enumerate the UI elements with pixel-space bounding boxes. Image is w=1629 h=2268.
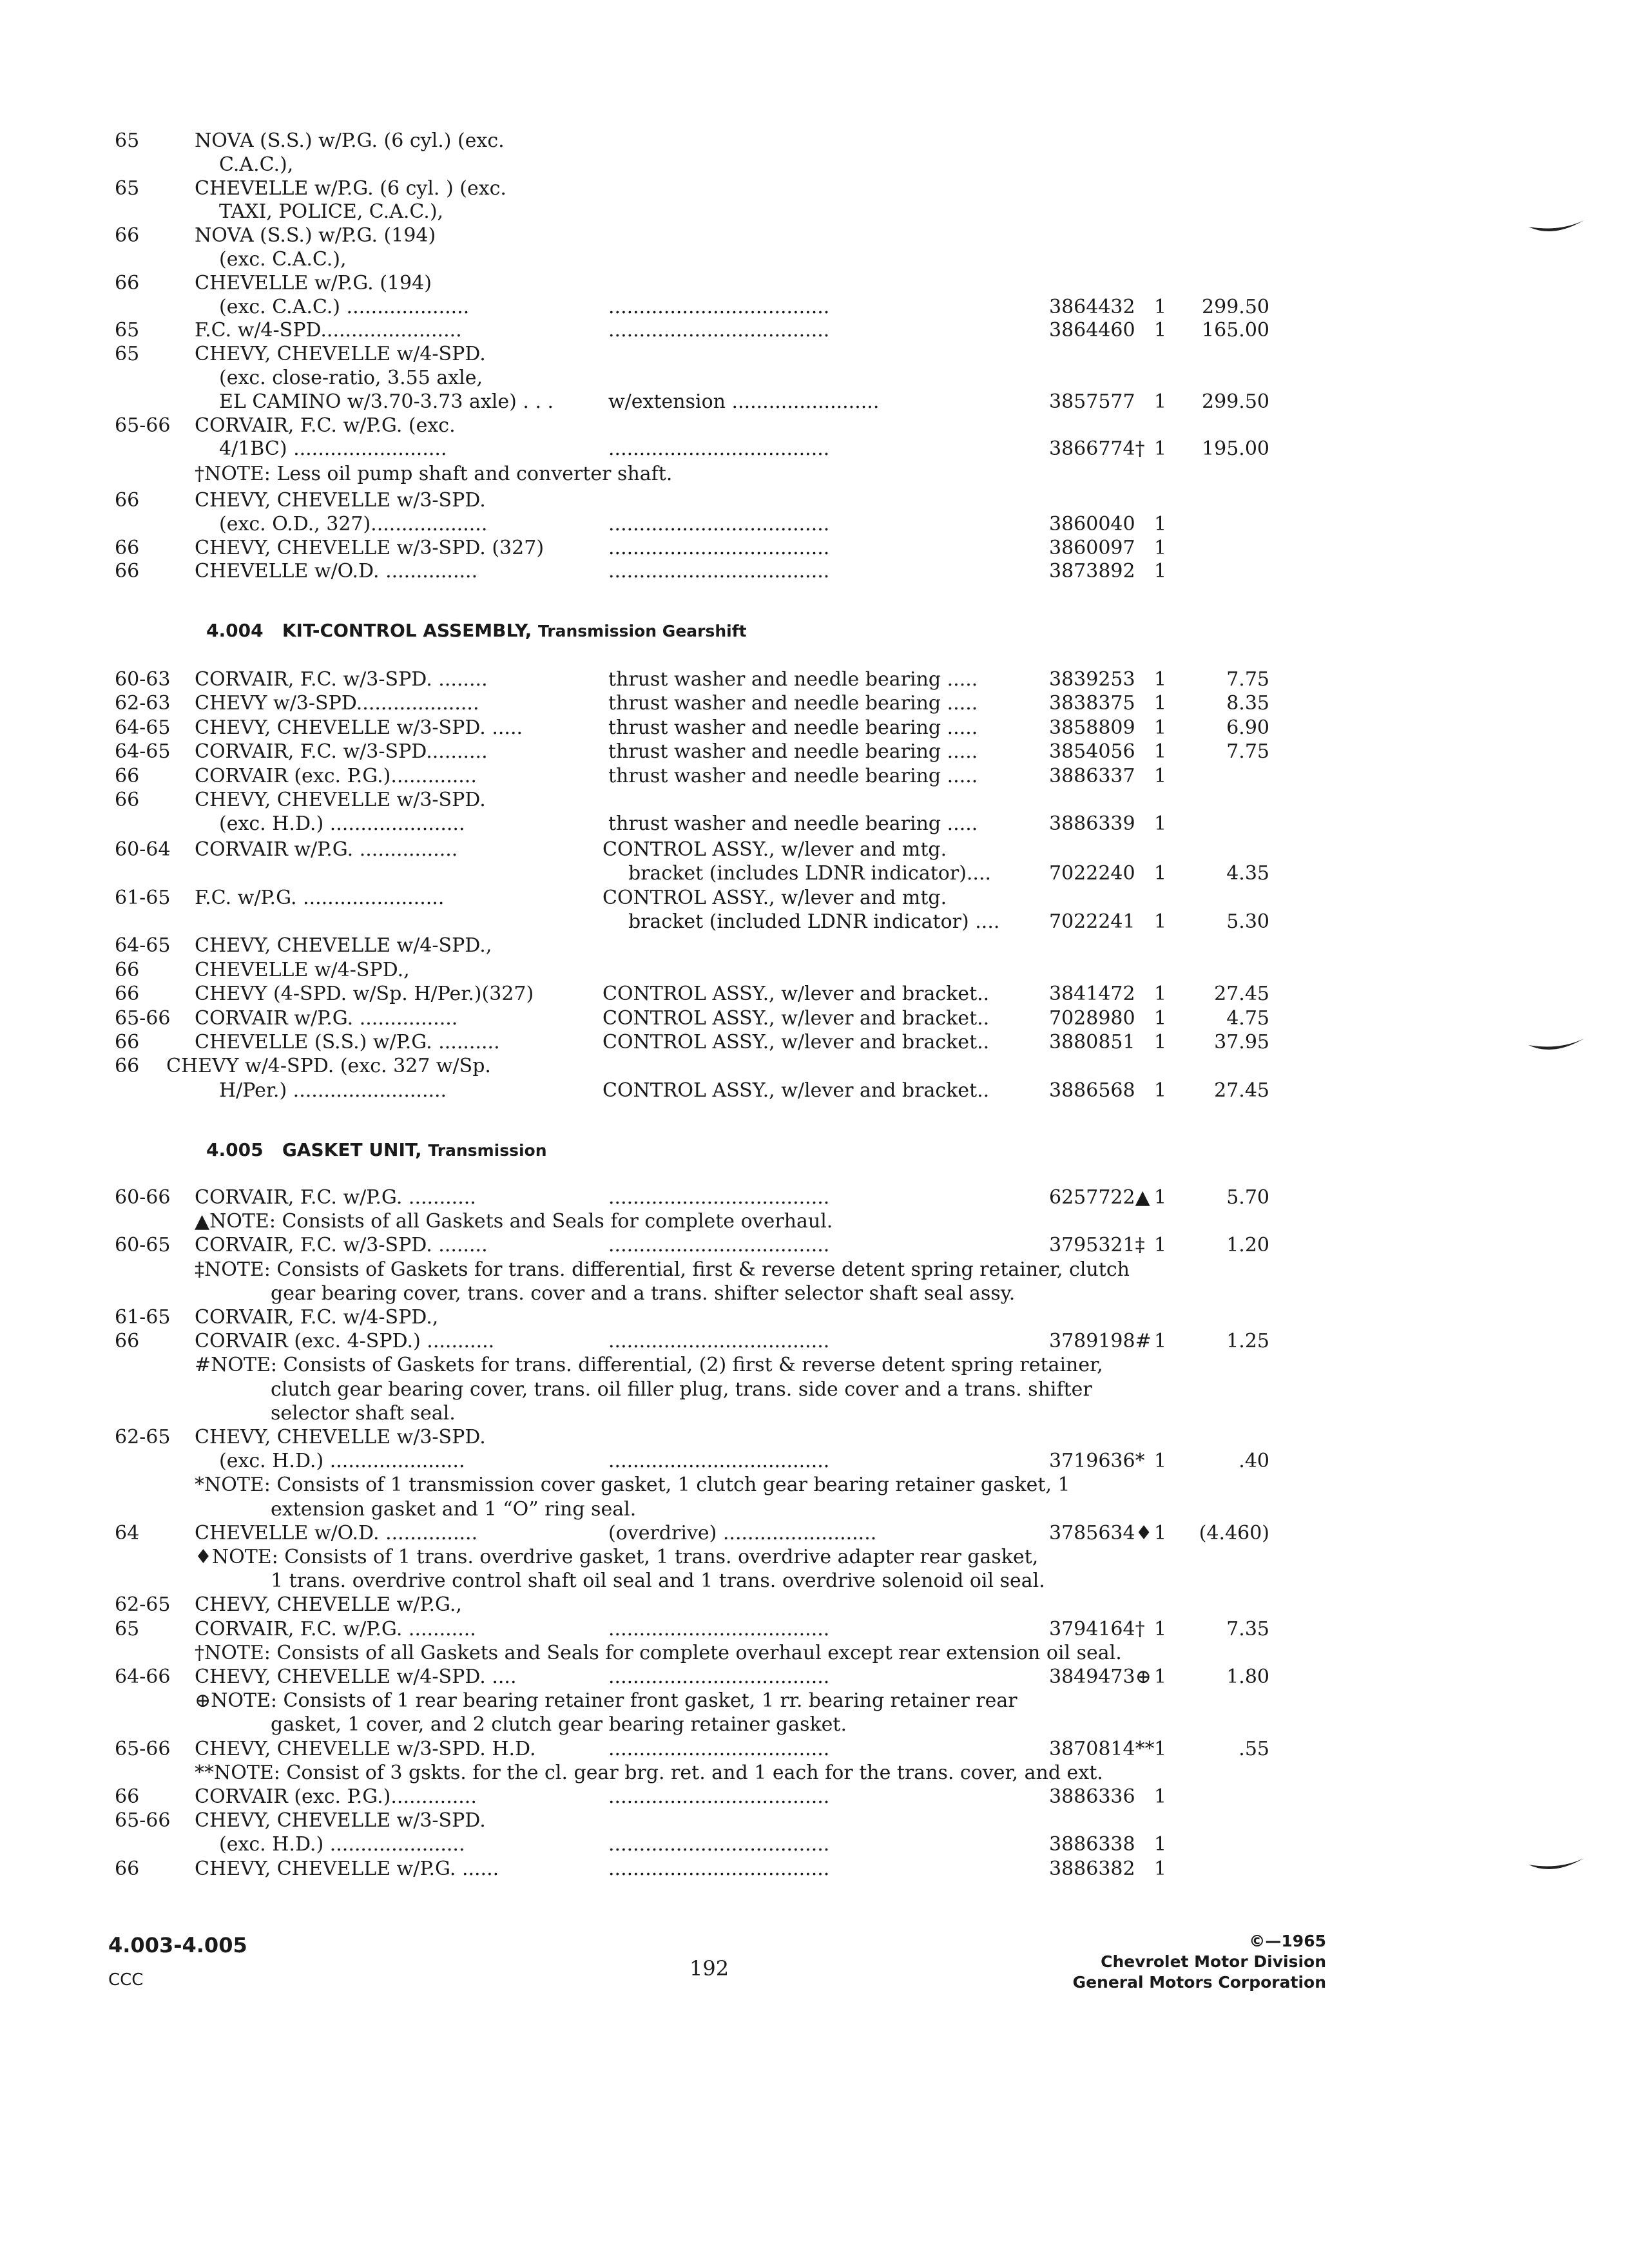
- quantity: 1: [1154, 512, 1167, 535]
- application: CORVAIR w/P.G. ................: [195, 1006, 458, 1030]
- model-year: 60-64: [115, 838, 171, 861]
- quantity: 1: [1154, 295, 1167, 318]
- price: 195.00: [1202, 437, 1269, 461]
- parts-row: [0, 177, 1629, 201]
- price: 27.45: [1214, 1079, 1269, 1102]
- model-year: 65: [115, 130, 140, 152]
- parts-row: [0, 247, 1629, 272]
- model-year: 60-63: [115, 668, 171, 691]
- application: C.A.C.),: [219, 153, 294, 176]
- application: CHEVY, CHEVELLE w/3-SPD.: [195, 1426, 486, 1448]
- page-number: 192: [689, 1956, 729, 1981]
- application: CHEVELLE (S.S.) w/P.G. ..........: [195, 1031, 500, 1053]
- model-year: 65-66: [115, 1809, 171, 1832]
- parts-row: [0, 512, 1629, 537]
- part-number: 3854056: [1049, 740, 1135, 764]
- model-year: 66: [115, 958, 140, 981]
- description: thrust washer and needle bearing .....: [608, 812, 978, 836]
- note-text: **NOTE: Consist of 3 gskts. for the cl. gear brg. ret. and 1 each for the trans. cover, and ext.: [195, 1761, 1103, 1784]
- application: NOVA (S.S.) w/P.G. (194): [195, 224, 436, 247]
- quantity: 1: [1154, 983, 1167, 1006]
- parts-row: [0, 536, 1629, 561]
- parts-row: [0, 838, 1629, 862]
- application: (exc. O.D., 327)...................: [219, 512, 488, 535]
- description: w/extension ........................: [608, 390, 880, 413]
- model-year: 66: [115, 224, 140, 247]
- note-text: extension gasket and 1 “O” ring seal.: [271, 1497, 637, 1521]
- note-text: gasket, 1 cover, and 2 clutch gear bearing retainer gasket.: [271, 1713, 847, 1736]
- model-year: 66: [115, 1031, 140, 1053]
- application: CHEVY, CHEVELLE w/3-SPD. .....: [195, 716, 523, 739]
- parts-row: [0, 1737, 1629, 1762]
- model-year: 60-65: [115, 1234, 171, 1257]
- parts-row: [0, 488, 1629, 513]
- note-row: [0, 1282, 1629, 1306]
- price: 8.35: [1226, 692, 1269, 715]
- parts-row: [0, 366, 1629, 390]
- price: 299.50: [1202, 295, 1269, 318]
- parts-row: [0, 1006, 1629, 1031]
- description: CONTROL ASSY., w/lever and bracket..: [602, 1031, 990, 1053]
- note-row: [0, 1713, 1629, 1737]
- part-number: 7022240: [1049, 862, 1135, 885]
- note-text: ⊕NOTE: Consists of 1 rear bearing retainer front gasket, 1 rr. bearing retainer rear: [195, 1689, 1017, 1713]
- description: CONTROL ASSY., w/lever and mtg.: [602, 838, 947, 861]
- price: 5.70: [1226, 1186, 1269, 1209]
- parts-row: [0, 390, 1629, 414]
- note-row: [0, 1378, 1629, 1402]
- model-year: 64-65: [115, 716, 171, 739]
- section-heading-4005: [206, 1139, 547, 1160]
- note-row: [0, 1641, 1629, 1666]
- quantity: 1: [1154, 437, 1167, 461]
- application: (exc. close-ratio, 3.55 axle,: [219, 367, 483, 389]
- quantity: 1: [1154, 1833, 1167, 1856]
- price: 299.50: [1202, 390, 1269, 413]
- part-number: 3886382: [1049, 1857, 1135, 1880]
- description: thrust washer and needle bearing .....: [608, 716, 978, 739]
- description: CONTROL ASSY., w/lever and bracket..: [602, 1079, 990, 1102]
- part-number: 3880851: [1049, 1031, 1135, 1053]
- parts-row: [0, 559, 1629, 584]
- price: 5.30: [1226, 910, 1269, 933]
- leader-dots: ....................................: [608, 1330, 830, 1353]
- application: CORVAIR w/P.G. ................: [195, 838, 458, 861]
- section-number: 4.004: [206, 620, 264, 641]
- model-year: 65-66: [115, 1737, 171, 1760]
- application: 4/1BC) .........................: [219, 437, 447, 461]
- parts-row: [0, 1521, 1629, 1546]
- parts-row: [0, 910, 1629, 934]
- parts-row: [0, 224, 1629, 248]
- note-row: [0, 1689, 1629, 1713]
- part-number: 3886338: [1049, 1833, 1135, 1856]
- parts-row: [0, 1054, 1629, 1079]
- price: 7.35: [1226, 1617, 1269, 1640]
- parts-row: [0, 1809, 1629, 1833]
- note-row: [0, 1545, 1629, 1570]
- application: EL CAMINO w/3.70-3.73 axle) . . .: [219, 390, 554, 413]
- part-number: 3886337: [1049, 764, 1135, 787]
- parts-row: [0, 716, 1629, 740]
- parts-row: [0, 129, 1629, 153]
- application: CHEVELLE w/O.D. ...............: [195, 560, 478, 583]
- parts-row: [0, 1832, 1629, 1857]
- model-year: 65-66: [115, 414, 171, 437]
- leader-dots: ....................................: [608, 1785, 830, 1808]
- note-row: [0, 1497, 1629, 1522]
- note-row: [0, 462, 1629, 486]
- part-number: 3870814**: [1049, 1737, 1155, 1760]
- description: thrust washer and needle bearing .....: [608, 668, 978, 691]
- quantity: 1: [1154, 1186, 1167, 1209]
- quantity: 1: [1154, 716, 1167, 739]
- model-year: 66: [115, 983, 140, 1006]
- application: F.C. w/P.G. .......................: [195, 886, 445, 909]
- parts-row: [0, 1617, 1629, 1642]
- parts-row: [0, 934, 1629, 958]
- price: 7.75: [1226, 668, 1269, 691]
- quantity: 1: [1154, 1330, 1167, 1353]
- parts-row: [0, 1449, 1629, 1474]
- note-text: ♦NOTE: Consists of 1 trans. overdrive gasket, 1 trans. overdrive adapter rear gasket,: [195, 1546, 1039, 1568]
- quantity: 1: [1154, 1785, 1167, 1808]
- price: 37.95: [1214, 1031, 1269, 1053]
- description: CONTROL ASSY., w/lever and bracket..: [602, 1006, 990, 1030]
- model-year: 64-66: [115, 1666, 171, 1688]
- note-text: clutch gear bearing cover, trans. oil filler plug, trans. side cover and a trans. shifter: [271, 1378, 1092, 1401]
- parts-row: [0, 958, 1629, 983]
- application: CHEVY, CHEVELLE w/4-SPD.,: [195, 934, 492, 957]
- note-row: [0, 1569, 1629, 1593]
- quantity: 1: [1154, 1450, 1167, 1473]
- leader-dots: ....................................: [608, 319, 830, 342]
- quantity: 1: [1154, 1521, 1167, 1544]
- application: CHEVY, CHEVELLE w/4-SPD. ....: [195, 1666, 517, 1688]
- part-number: 3886336: [1049, 1785, 1135, 1808]
- note-row: [0, 1353, 1629, 1378]
- quantity: 1: [1154, 1079, 1167, 1102]
- quantity: 1: [1154, 1857, 1167, 1880]
- price: 4.75: [1226, 1006, 1269, 1030]
- parts-row: [0, 1079, 1629, 1103]
- section-number: 4.005: [206, 1139, 264, 1160]
- application: CORVAIR (exc. P.G.)..............: [195, 1785, 477, 1808]
- model-year: 64-65: [115, 740, 171, 764]
- binding-hole-mark: [1527, 1031, 1585, 1057]
- application: (exc. H.D.) ......................: [219, 1450, 465, 1473]
- parts-row: [0, 1186, 1629, 1210]
- application: (exc. H.D.) ......................: [219, 812, 465, 836]
- parts-row: [0, 295, 1629, 320]
- application: CHEVELLE w/P.G. (194): [195, 271, 432, 294]
- model-year: 66: [115, 789, 140, 811]
- part-number: 3789198#: [1049, 1330, 1152, 1353]
- leader-dots: ....................................: [608, 1617, 830, 1640]
- parts-row: [0, 788, 1629, 812]
- application: F.C. w/4-SPD.......................: [195, 319, 462, 342]
- parts-row: [0, 271, 1629, 296]
- leader-dots: ....................................: [608, 536, 830, 559]
- quantity: 1: [1154, 1737, 1167, 1760]
- parts-row: [0, 1425, 1629, 1450]
- footer-corporation: General Motors Corporation: [1072, 1973, 1326, 1992]
- application: H/Per.) .........................: [219, 1079, 447, 1102]
- part-number: 3886339: [1049, 812, 1135, 836]
- leader-dots: ....................................: [608, 1857, 830, 1880]
- model-year: 65: [115, 319, 140, 342]
- leader-dots: ....................................: [608, 1833, 830, 1856]
- application: CHEVY, CHEVELLE w/P.G.,: [195, 1593, 462, 1617]
- description: CONTROL ASSY., w/lever and bracket..: [602, 983, 990, 1006]
- leader-dots: ....................................: [608, 512, 830, 535]
- model-year: 65: [115, 1617, 140, 1640]
- section-title: GASKET UNIT,: [282, 1139, 422, 1160]
- section-subtitle: Transmission Gearshift: [537, 622, 747, 640]
- note-text: ‡NOTE: Consists of Gaskets for trans. differential, first & reverse detent spring retainer, clutch: [195, 1258, 1130, 1281]
- price: 1.25: [1226, 1330, 1269, 1353]
- application: CHEVELLE w/O.D. ...............: [195, 1521, 478, 1544]
- price: 6.90: [1226, 716, 1269, 739]
- price: 1.80: [1226, 1666, 1269, 1688]
- model-year: 64-65: [115, 934, 171, 957]
- quantity: 1: [1154, 692, 1167, 715]
- part-number: 3873892: [1049, 560, 1135, 583]
- footer-section-range: 4.003-4.005: [108, 1933, 247, 1957]
- part-number: 3864432: [1049, 295, 1135, 318]
- part-number: 3838375: [1049, 692, 1135, 715]
- model-year: 66: [115, 1055, 140, 1078]
- part-number: 3849473⊕: [1049, 1666, 1152, 1688]
- quantity: 1: [1154, 1617, 1167, 1640]
- parts-row: [0, 886, 1629, 910]
- quantity: 1: [1154, 668, 1167, 691]
- quantity: 1: [1154, 536, 1167, 559]
- part-number: 3860040: [1049, 512, 1135, 535]
- application: CHEVY, CHEVELLE w/4-SPD.: [195, 343, 486, 366]
- model-year: 65-66: [115, 1006, 171, 1030]
- application: (exc. C.A.C.) ....................: [219, 295, 470, 318]
- application: CORVAIR, F.C. w/4-SPD.,: [195, 1306, 439, 1329]
- application: (exc. H.D.) ......................: [219, 1833, 465, 1856]
- model-year: 62-65: [115, 1426, 171, 1448]
- application: CORVAIR (exc. 4-SPD.) ...........: [195, 1330, 495, 1353]
- model-year: 64: [115, 1521, 140, 1544]
- model-year: 62-63: [115, 692, 171, 715]
- leader-dots: ....................................: [608, 1186, 830, 1209]
- description: thrust washer and needle bearing .....: [608, 692, 978, 715]
- quantity: 1: [1154, 1031, 1167, 1053]
- parts-row: [0, 691, 1629, 716]
- model-year: 66: [115, 489, 140, 512]
- model-year: 62-65: [115, 1593, 171, 1617]
- application: TAXI, POLICE, C.A.C.),: [219, 200, 444, 224]
- parts-row: [0, 764, 1629, 789]
- parts-row: [0, 1030, 1629, 1055]
- quantity: 1: [1154, 764, 1167, 787]
- parts-row: [0, 1305, 1629, 1330]
- model-year: 66: [115, 1857, 140, 1880]
- quantity: 1: [1154, 560, 1167, 583]
- model-year: 65: [115, 177, 140, 200]
- description: bracket (includes LDNR indicator)....: [628, 862, 992, 885]
- application: CORVAIR, F.C. w/P.G. (exc.: [195, 414, 456, 437]
- note-row: [0, 1258, 1629, 1282]
- model-year: 66: [115, 560, 140, 583]
- parts-row: [0, 414, 1629, 438]
- application: CHEVY, CHEVELLE w/3-SPD.: [195, 789, 486, 811]
- application: CORVAIR, F.C. w/3-SPD. ........: [195, 668, 488, 691]
- leader-dots: ....................................: [608, 295, 830, 318]
- description: (overdrive) .........................: [608, 1521, 877, 1544]
- footer-division: Chevrolet Motor Division: [1101, 1952, 1326, 1971]
- model-year: 60-66: [115, 1186, 171, 1209]
- note-text: selector shaft seal.: [271, 1401, 456, 1425]
- parts-row: [0, 1785, 1629, 1809]
- quantity: 1: [1154, 862, 1167, 885]
- application: CORVAIR, F.C. w/3-SPD. ........: [195, 1234, 488, 1257]
- application: CHEVY, CHEVELLE w/3-SPD.: [195, 1809, 486, 1832]
- part-number: 3794164†: [1049, 1617, 1145, 1640]
- part-number: 3785634♦: [1049, 1521, 1153, 1544]
- application: CORVAIR (exc. P.G.)..............: [195, 764, 477, 787]
- part-number: 7022241: [1049, 910, 1135, 933]
- parts-row: [0, 318, 1629, 343]
- parts-row: [0, 1593, 1629, 1617]
- quantity: 1: [1154, 740, 1167, 764]
- parts-row: [0, 200, 1629, 224]
- part-number: 7028980: [1049, 1006, 1135, 1030]
- quantity: 1: [1154, 812, 1167, 836]
- part-number: 3866774†: [1049, 437, 1145, 461]
- parts-row: [0, 1857, 1629, 1881]
- price: .40: [1239, 1450, 1269, 1473]
- model-year: 65: [115, 343, 140, 366]
- note-text: †NOTE: Consists of all Gaskets and Seals for complete overhaul except rear extension oil seal.: [195, 1641, 1122, 1664]
- footer-code: CCC: [108, 1970, 144, 1990]
- part-number: 3839253: [1049, 668, 1135, 691]
- part-number: 3886568: [1049, 1079, 1135, 1102]
- application: (exc. C.A.C.),: [219, 248, 347, 271]
- model-year: 61-65: [115, 1306, 171, 1329]
- quantity: 1: [1154, 390, 1167, 413]
- part-number: 3719636*: [1049, 1450, 1145, 1473]
- note-row: [0, 1473, 1629, 1497]
- application: CHEVY, CHEVELLE w/3-SPD.: [195, 489, 486, 512]
- quantity: 1: [1154, 1006, 1167, 1030]
- parts-row: [0, 812, 1629, 836]
- description: thrust washer and needle bearing .....: [608, 764, 978, 787]
- leader-dots: ....................................: [608, 560, 830, 583]
- application: CHEVY w/3-SPD....................: [195, 692, 479, 715]
- binding-hole-mark: [1527, 1850, 1585, 1876]
- price: 4.35: [1226, 862, 1269, 885]
- section-heading-4004: [206, 620, 747, 641]
- leader-dots: ....................................: [608, 1737, 830, 1760]
- application: NOVA (S.S.) w/P.G. (6 cyl.) (exc.: [195, 130, 505, 152]
- price: 1.20: [1226, 1234, 1269, 1257]
- part-number: 3857577: [1049, 390, 1135, 413]
- description: CONTROL ASSY., w/lever and mtg.: [602, 886, 947, 909]
- application: CORVAIR, F.C. w/P.G. ...........: [195, 1186, 476, 1209]
- note-text: ▲NOTE: Consists of all Gaskets and Seals for complete overhaul.: [195, 1210, 833, 1233]
- note-row: [0, 1401, 1629, 1426]
- application: CHEVY, CHEVELLE w/P.G. ......: [195, 1857, 499, 1880]
- parts-row: [0, 1329, 1629, 1354]
- part-number: 3795321‡: [1049, 1234, 1145, 1257]
- model-year: 66: [115, 271, 140, 294]
- model-year: 66: [115, 536, 140, 559]
- model-year: 61-65: [115, 886, 171, 909]
- parts-row: [0, 740, 1629, 764]
- application: CHEVY, CHEVELLE w/3-SPD. (327): [195, 536, 545, 559]
- price: 27.45: [1214, 983, 1269, 1006]
- section-subtitle: Transmission: [428, 1141, 547, 1160]
- application: CHEVELLE w/4-SPD.,: [195, 958, 410, 981]
- description: bracket (included LDNR indicator) ....: [628, 910, 1000, 933]
- price: (4.460): [1199, 1521, 1269, 1544]
- part-number: 3858809: [1049, 716, 1135, 739]
- note-text: *NOTE: Consists of 1 transmission cover gasket, 1 clutch gear bearing retainer gasket, 1: [195, 1474, 1070, 1497]
- quantity: 1: [1154, 319, 1167, 342]
- model-year: 66: [115, 1330, 140, 1353]
- parts-row: [0, 668, 1629, 692]
- description: thrust washer and needle bearing .....: [608, 740, 978, 764]
- note-text: 1 trans. overdrive control shaft oil seal and 1 trans. overdrive solenoid oil seal.: [271, 1570, 1045, 1593]
- quantity: 1: [1154, 1234, 1167, 1257]
- note-text: #NOTE: Consists of Gaskets for trans. differential, (2) first & reverse detent spring retainer,: [195, 1354, 1103, 1377]
- note-row: [0, 1761, 1629, 1785]
- application: CHEVY (4-SPD. w/Sp. H/Per.)(327): [195, 983, 534, 1006]
- model-year: 66: [115, 764, 140, 787]
- application: CORVAIR, F.C. w/3-SPD..........: [195, 740, 488, 764]
- part-number: 3841472: [1049, 983, 1135, 1006]
- leader-dots: ....................................: [608, 1234, 830, 1257]
- parts-row: [0, 1233, 1629, 1258]
- leader-dots: ....................................: [608, 1666, 830, 1688]
- footer-copyright: ©—1965: [1249, 1932, 1326, 1950]
- note-text: †NOTE: Less oil pump shaft and converter shaft.: [195, 463, 673, 486]
- parts-row: [0, 982, 1629, 1006]
- part-number: 3860097: [1049, 536, 1135, 559]
- part-number: 6257722▲: [1049, 1186, 1150, 1209]
- quantity: 1: [1154, 1666, 1167, 1688]
- part-number: 3864460: [1049, 319, 1135, 342]
- section-title: KIT-CONTROL ASSEMBLY,: [282, 620, 532, 641]
- price: 165.00: [1202, 319, 1269, 342]
- parts-row: [0, 1665, 1629, 1689]
- model-year: 66: [115, 1785, 140, 1808]
- quantity: 1: [1154, 910, 1167, 933]
- price: 7.75: [1226, 740, 1269, 764]
- parts-row: [0, 437, 1629, 461]
- application: CHEVELLE w/P.G. (6 cyl. ) (exc.: [195, 177, 506, 200]
- leader-dots: ....................................: [608, 1450, 830, 1473]
- application: CHEVY w/4-SPD. (exc. 327 w/Sp.: [166, 1055, 491, 1078]
- application: CHEVY, CHEVELLE w/3-SPD. H.D.: [195, 1737, 536, 1760]
- price: .55: [1239, 1737, 1269, 1760]
- parts-row: [0, 153, 1629, 177]
- parts-row: [0, 342, 1629, 367]
- application: CORVAIR, F.C. w/P.G. ...........: [195, 1617, 476, 1640]
- leader-dots: ....................................: [608, 437, 830, 461]
- binding-hole-mark: [1527, 213, 1585, 238]
- note-row: [0, 1209, 1629, 1234]
- parts-row: [0, 861, 1629, 886]
- note-text: gear bearing cover, trans. cover and a trans. shifter selector shaft seal assy.: [271, 1282, 1016, 1305]
